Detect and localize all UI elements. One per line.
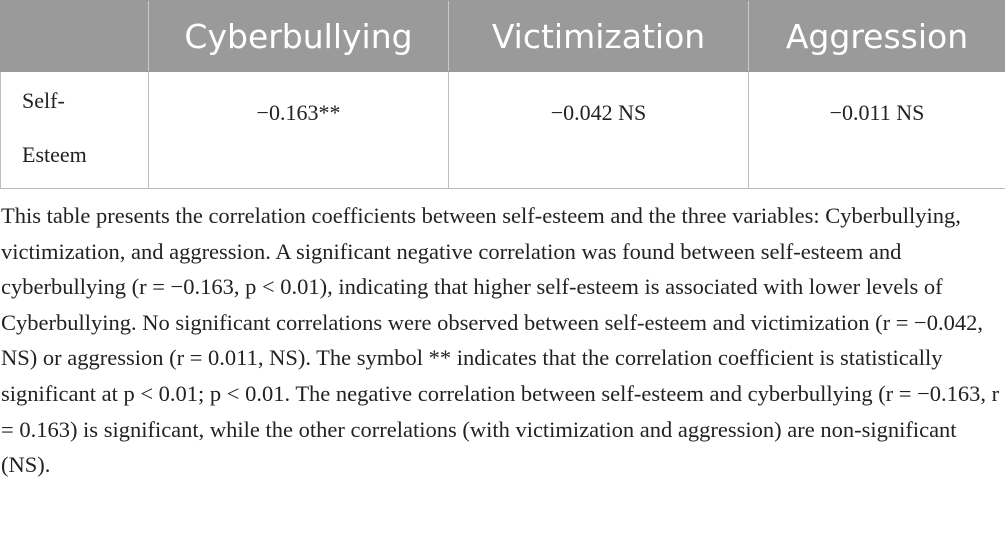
header-empty-cell	[1, 1, 149, 72]
row-label-self-esteem: Self-Esteem	[22, 88, 87, 167]
row-label-cell	[1, 72, 149, 189]
cell-victimization	[449, 72, 749, 189]
cell-aggression	[749, 72, 1005, 189]
header-cyberbullying: Cyberbullying	[149, 1, 449, 72]
cell-cyberbullying	[149, 72, 449, 189]
header-aggression: Aggression	[749, 1, 1005, 72]
value-aggression: −0.011 NS	[829, 100, 925, 125]
table-caption: This table presents the correlation coefficients between self-esteem and the three variables: Cyberbullying, victimization, and aggression. A significant negative correlation was found between self-esteem and cyberbullying (r = −0.163, p < 0.01), indicating that higher self-esteem is associated with lower levels of Cyberbullying. No significant correlations were observed between self-esteem and victimization (r = −0.042, NS) or aggression (r = 0.011, NS). The symbol ** indicates that the correlation coefficient is statistically significant at p < 0.01; p < 0.01. The negative correlation between self-esteem and cyberbullying (r = −0.163, r = 0.163) is significant, while the other correlations (with victimization and aggression) are non-significant (NS).	[1, 203, 1000, 478]
value-cyberbullying: −0.163**	[256, 100, 341, 125]
correlation-table	[0, 0, 1005, 189]
value-victimization: −0.042 NS	[550, 100, 647, 125]
table-header-row	[1, 1, 1005, 72]
header-victimization: Victimization	[449, 1, 749, 72]
table-row	[1, 72, 1005, 189]
